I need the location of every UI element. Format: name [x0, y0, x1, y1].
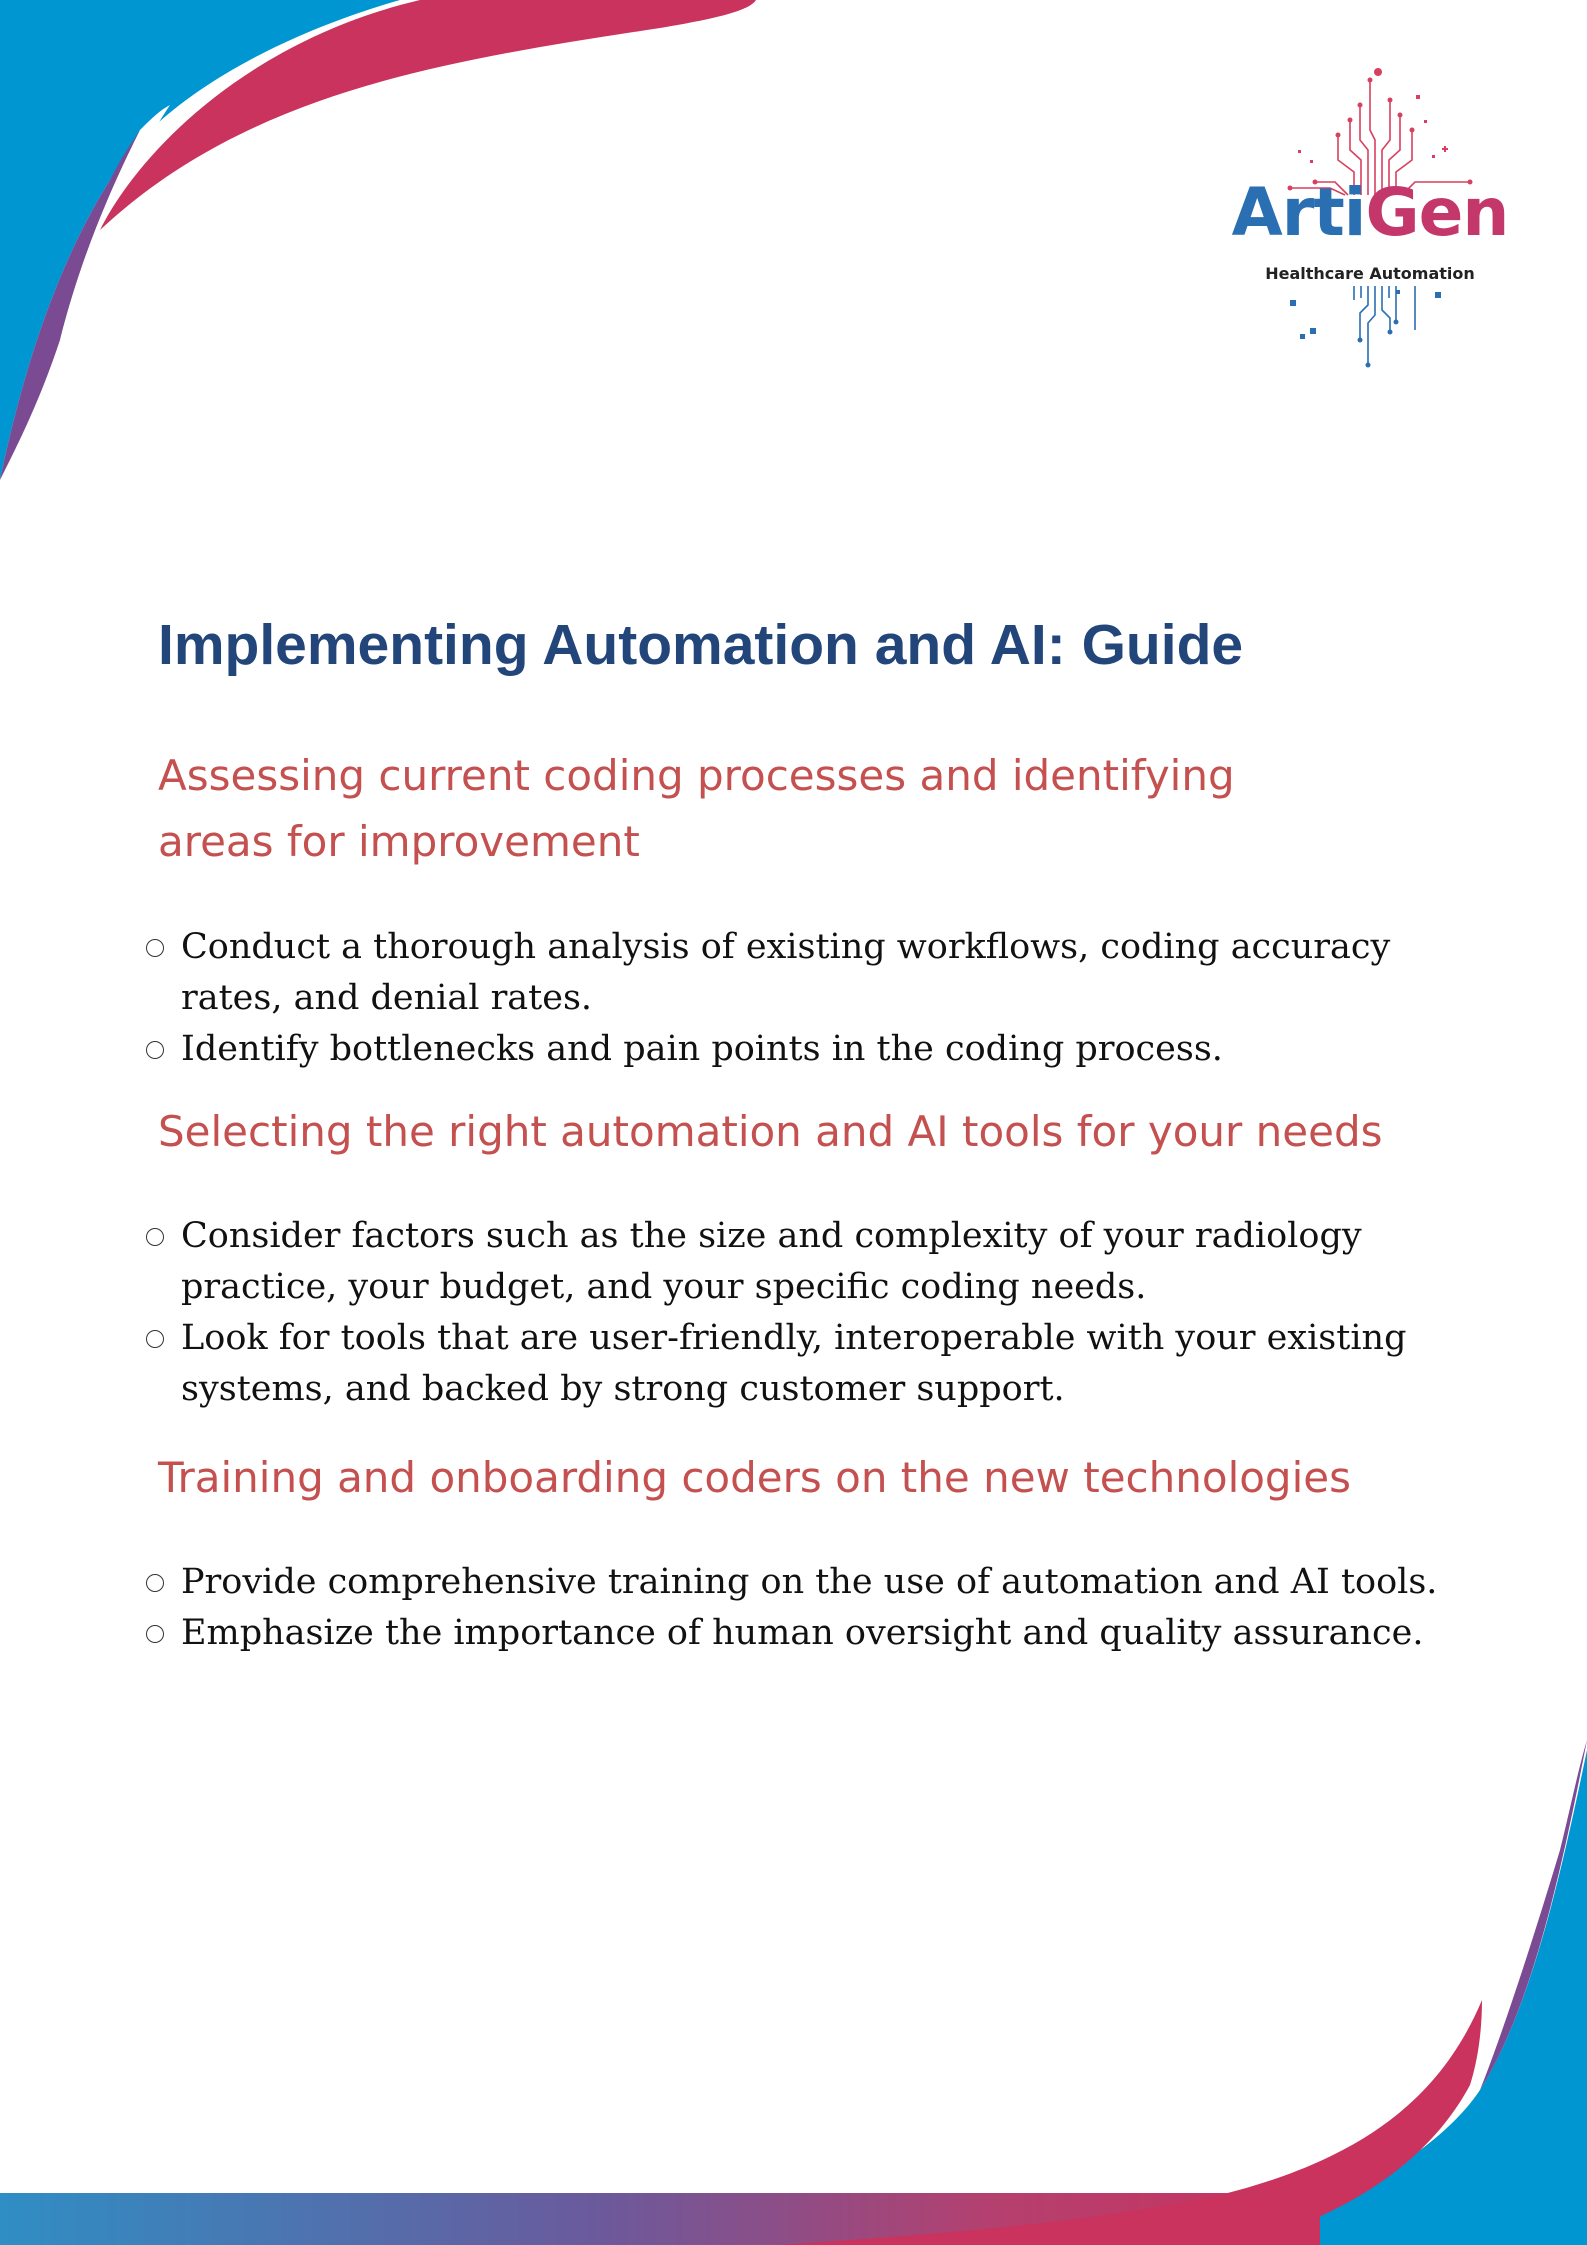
- bullet-line: Look for tools that are user-friendly, interoperable with your existing: [181, 1318, 1407, 1358]
- bullet-line: Provide comprehensive training on the use of automation and AI tools.: [181, 1562, 1438, 1602]
- hollow-bullet-icon: [146, 1625, 164, 1643]
- list-item: [140, 1313, 1406, 1415]
- bottom-right-blue-swoosh: [1240, 1750, 1587, 2245]
- bullet-line: Identify bottlenecks and pain points in the coding process.: [181, 1029, 1223, 1069]
- artigen-logo: [1220, 60, 1520, 380]
- list-item: [140, 1557, 1437, 1608]
- logo-name-part2: Gen: [1365, 174, 1509, 251]
- bullet-line: systems, and backed by strong customer support.: [181, 1369, 1065, 1409]
- logo-name-part1: Arti: [1231, 174, 1366, 251]
- page-title: Implementing Automation and AI: Guide: [158, 613, 1244, 677]
- hollow-bullet-icon: [146, 939, 164, 957]
- logo-tagline: Healthcare Automation: [1265, 264, 1475, 283]
- hollow-bullet-icon: [146, 1574, 164, 1592]
- bullet-line: Consider factors such as the size and complexity of your radiology: [181, 1216, 1362, 1256]
- bullet-list-assessing: [140, 922, 1390, 1075]
- list-item: [140, 922, 1390, 1024]
- section-heading-assessing: [158, 743, 1235, 875]
- list-item: [140, 1024, 1390, 1075]
- list-item: [140, 1608, 1437, 1659]
- bullet-line: Emphasize the importance of human oversight and quality assurance.: [181, 1613, 1424, 1653]
- bullet-list-training: [140, 1557, 1437, 1659]
- hollow-bullet-icon: [146, 1041, 164, 1059]
- heading-line: Selecting the right automation and AI tools for your needs: [158, 1107, 1383, 1156]
- list-item: [140, 1211, 1406, 1313]
- bullet-line: Conduct a thorough analysis of existing workflows, coding accuracy: [181, 927, 1391, 967]
- section-heading-training: [158, 1445, 1351, 1511]
- bullet-line: rates, and denial rates.: [181, 978, 593, 1018]
- bullet-line: practice, your budget, and your specific coding needs.: [181, 1267, 1147, 1307]
- heading-line: areas for improvement: [158, 817, 640, 866]
- bullet-list-selecting: [140, 1211, 1406, 1415]
- section-heading-selecting: [158, 1099, 1382, 1165]
- hollow-bullet-icon: [146, 1330, 164, 1348]
- hollow-bullet-icon: [146, 1228, 164, 1246]
- heading-line: Assessing current coding processes and identifying: [158, 751, 1235, 800]
- logo-wordmark: [1230, 174, 1510, 251]
- heading-line: Training and onboarding coders on the new technologies: [158, 1453, 1351, 1502]
